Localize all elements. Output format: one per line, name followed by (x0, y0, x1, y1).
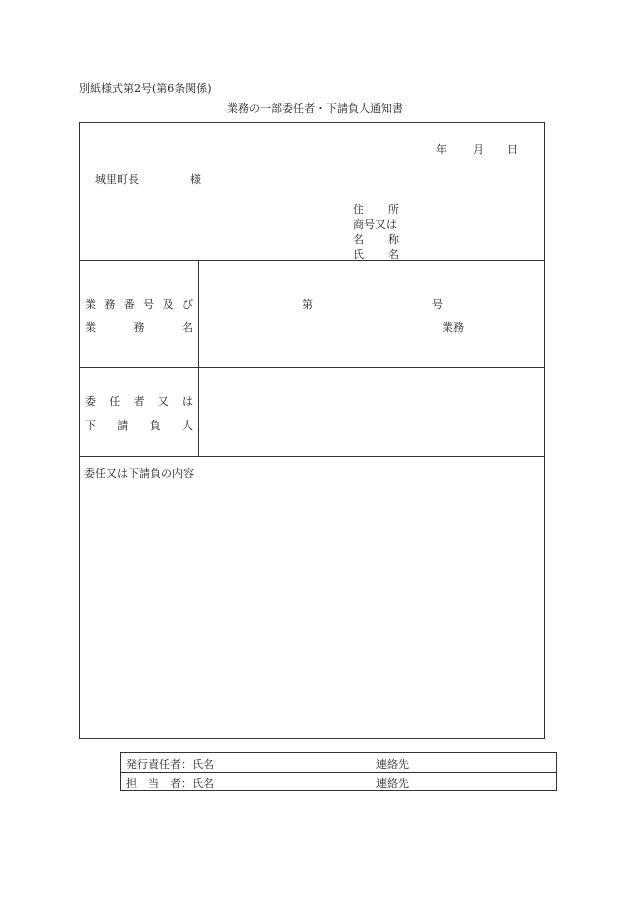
column-divider (198, 260, 199, 456)
form-reference: 別紙様式第2号(第6条関係) (79, 82, 212, 95)
addressee-honorific: 様 (190, 173, 201, 186)
work-name-label: 業 務 名 (85, 321, 193, 334)
sender-person-label: 氏 名 (353, 248, 399, 261)
row-divider (80, 260, 544, 261)
work-number-prefix: 第 (302, 298, 313, 311)
date-year-label: 年 (436, 143, 447, 156)
contact-table (120, 752, 557, 791)
row-divider (80, 367, 544, 368)
notification-form-table (79, 122, 545, 739)
addressee-name: 城里町長 (95, 173, 139, 186)
content-label: 委任又は下請負の内容 (84, 467, 194, 480)
subcontractor-label: 下 請 負 人 (85, 419, 193, 432)
document-title: 業務の一部委任者・下請負人通知書 (227, 102, 403, 115)
date-day-label: 日 (507, 143, 518, 156)
work-number-suffix: 号 (432, 298, 443, 311)
sender-address-label: 住 所 (353, 203, 399, 216)
issuer-label: 発行責任者：氏名 (126, 758, 214, 771)
work-name-suffix: 業務 (442, 321, 464, 334)
delegate-label: 委 任 者 又 は (85, 395, 193, 408)
work-number-label: 業 務 番 号 及 び (85, 298, 193, 311)
person-in-charge-label: 担 当 者：氏名 (126, 777, 214, 790)
row-divider (121, 772, 556, 773)
issuer-contact-label: 連絡先 (376, 758, 409, 771)
sender-name-label: 名 称 (353, 233, 399, 246)
sender-company-label: 商号又は (353, 218, 397, 231)
row-divider (80, 456, 544, 457)
person-in-charge-contact-label: 連絡先 (376, 777, 409, 790)
date-month-label: 月 (473, 143, 484, 156)
